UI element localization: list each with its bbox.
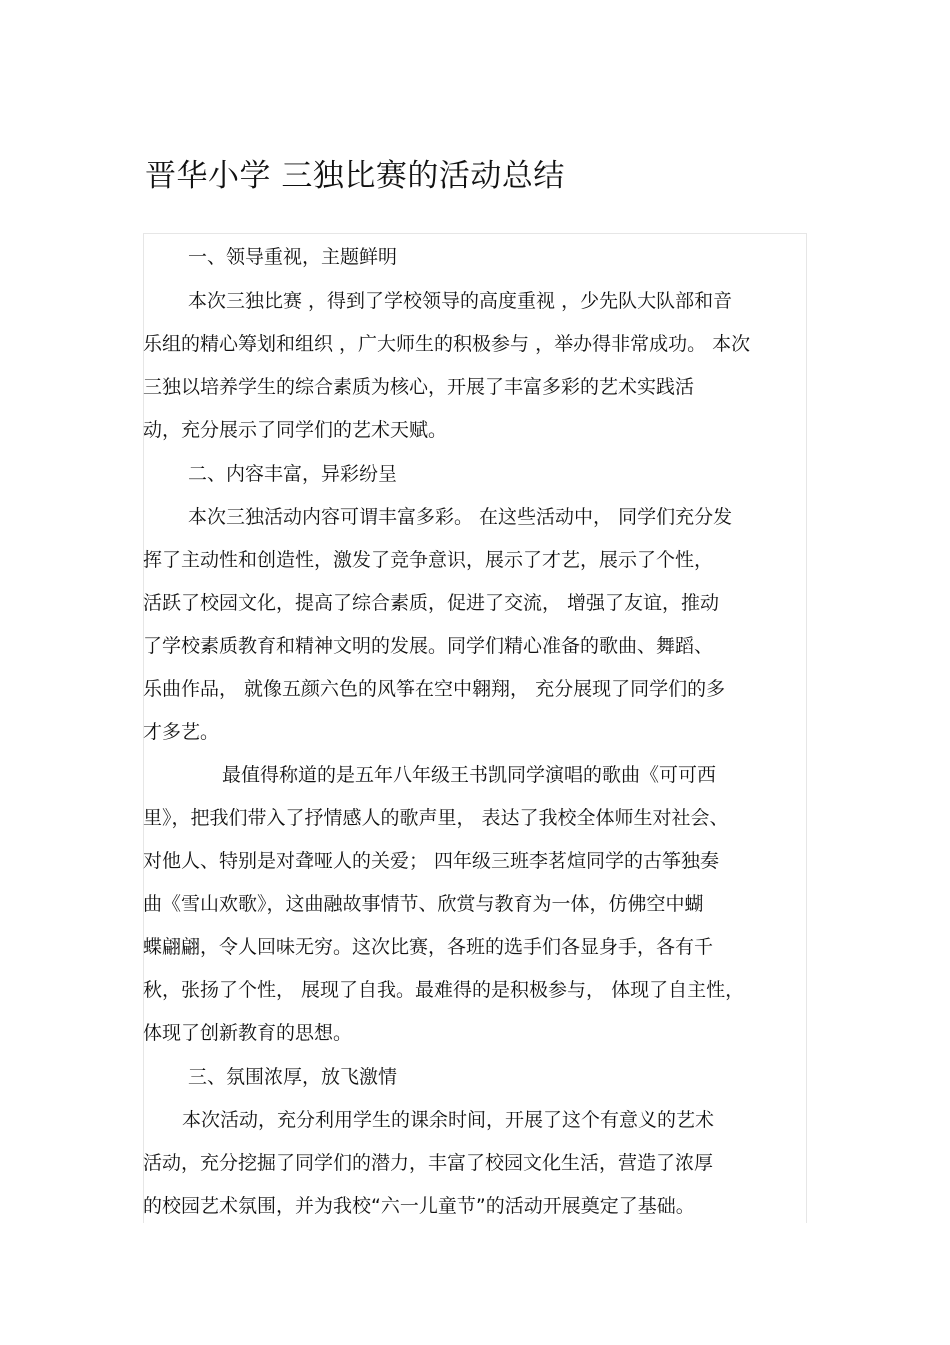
paragraph-line: 里》，把我们带入了抒情感人的歌声里， 表达了我校全体师生对社会、 [143, 807, 729, 829]
paragraph-line: 最值得称道的是五年八年级王书凯同学演唱的歌曲《可可西 [222, 764, 717, 786]
section-heading-1: 一、领导重视，主题鲜明 [188, 246, 398, 268]
page-title: 晋华小学 三独比赛的活动总结 [145, 158, 565, 194]
paragraph-line: 本次三独活动内容可谓丰富多彩。 在这些活动中， 同学们充分发 [188, 506, 733, 528]
paragraph-line: 对他人、特别是对聋哑人的关爱； 四年级三班李茗煊同学的古筝独奏 [143, 850, 720, 872]
paragraph-line: 的校园艺术氛围，并为我校“六一儿童节”的活动开展奠定了基础。 [143, 1195, 695, 1217]
paragraph-line: 乐组的精心筹划和组织 ，广大师生的积极参与 ，举办得非常成功。 本次 [143, 333, 751, 355]
section-heading-3: 三、氛围浓厚，放飞激情 [188, 1066, 398, 1088]
paragraph-line: 体现了创新教育的思想。 [143, 1022, 353, 1044]
paragraph-line: 曲《雪山欢歌》，这曲融故事情节、欣赏与教育为一体，仿佛空中蝴 [143, 893, 704, 915]
paragraph-line: 秋，张扬了个性， 展现了自我。最难得的是积极参与， 体现了自主性， [143, 979, 745, 1001]
paragraph-line: 活动，充分挖掘了同学们的潜力，丰富了校园文化生活，营造了浓厚 [143, 1152, 714, 1174]
paragraph-line: 乐曲作品， 就像五颜六色的风筝在空中翱翔， 充分展现了同学们的多 [143, 678, 726, 700]
paragraph-line: 活跃了校园文化，提高了综合素质，促进了交流， 增强了友谊，推动 [143, 592, 720, 614]
paragraph-line: 本次活动，充分利用学生的课余时间，开展了这个有意义的艺术 [182, 1109, 715, 1131]
paragraph-line: 三独以培养学生的综合素质为核心，开展了丰富多彩的艺术实践活 [143, 376, 695, 398]
paragraph-line: 本次三独比赛 ，得到了学校领导的高度重视 ，少先队大队部和音 [188, 290, 733, 312]
paragraph-line: 动，充分展示了同学们的艺术天赋。 [143, 419, 448, 441]
section-heading-2: 二、内容丰富，异彩纷呈 [188, 463, 398, 485]
paragraph-line: 了学校素质教育和精神文明的发展。同学们精心准备的歌曲、舞蹈、 [143, 635, 714, 657]
paragraph-line: 蝶翩翩，令人回味无穷。这次比赛，各班的选手们各显身手，各有千 [143, 936, 714, 958]
paragraph-line: 挥了主动性和创造性，激发了竞争意识，展示了才艺，展示了个性， [143, 549, 714, 571]
paragraph-line: 才多艺。 [143, 721, 220, 743]
